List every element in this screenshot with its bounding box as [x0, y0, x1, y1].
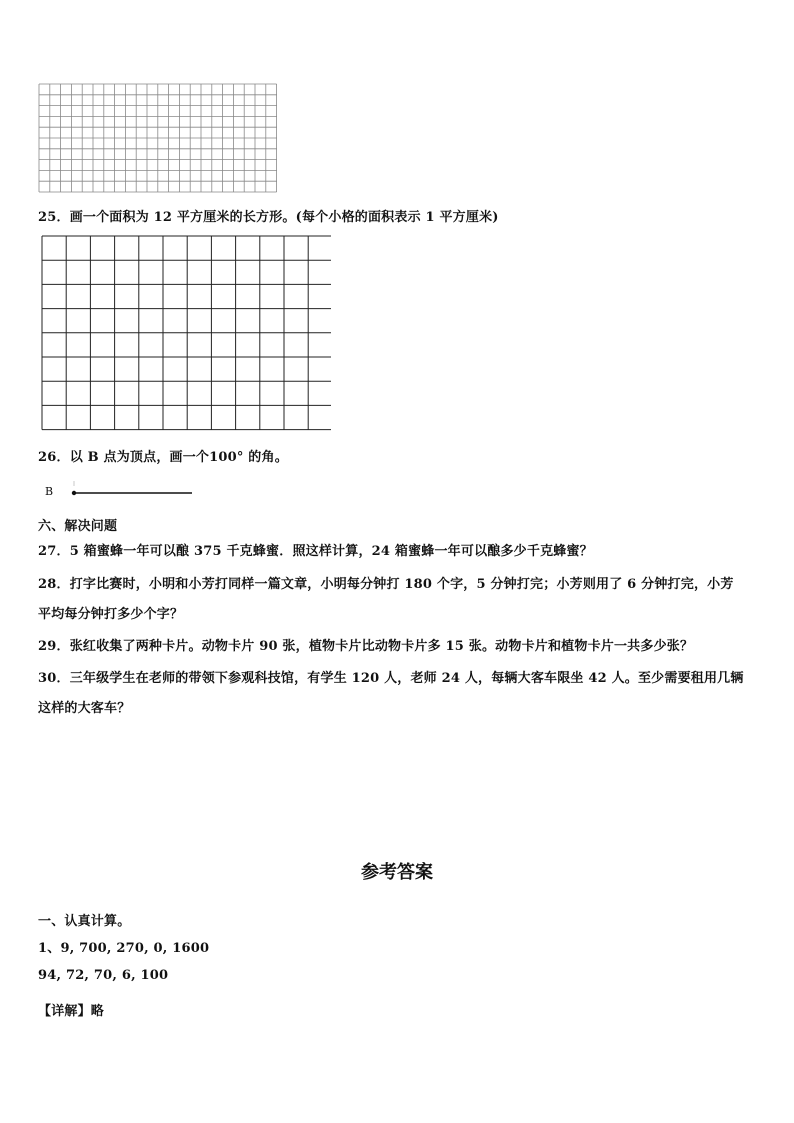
section-6-title: 六、解决问题 — [38, 519, 118, 534]
question-26: 26．以 B 点为顶点，画一个100° 的角。 — [38, 450, 288, 465]
question-28-line-1: 28．打字比赛时，小明和小芳打同样一篇文章，小明每分钟打 180 个字，5 分钟打完；小芳则用了 6 分钟打完，小芳 — [38, 577, 734, 592]
question-30-line-1: 30．三年级学生在老师的带领下参观科技馆，有学生 120 人，老师 24 人，每辆大客车限坐 42 人。至少需要租用几辆 — [38, 671, 744, 686]
question-29: 29．张红收集了两种卡片。动物卡片 90 张，植物卡片比动物卡片多 15 张。动物卡片和植物卡片一共多少张？ — [38, 639, 694, 654]
answers-section-1: 一、认真计算。 — [38, 914, 131, 929]
answers-line-1: 1、9, 700, 270, 0, 1600 — [38, 941, 210, 956]
question-28-line-2: 平均每分钟打多少个字？ — [38, 607, 184, 622]
answers-detail: 【详解】略 — [38, 1004, 105, 1019]
question-25: 25．画一个面积为 12 平方厘米的长方形。(每个小格的面积表示 1 平方厘米) — [38, 210, 499, 225]
answers-line-2: 94, 72, 70, 6, 100 — [38, 968, 169, 983]
question-30-line-2: 这样的大客车？ — [38, 701, 131, 716]
question-27: 27．5 箱蜜蜂一年可以酿 375 千克蜂蜜．照这样计算，24 箱蜜蜂一年可以酿多少千克蜂蜜？ — [38, 544, 593, 559]
point-b-label: B — [45, 485, 54, 498]
q25-grid[interactable] — [41, 235, 331, 435]
top-grid — [38, 83, 287, 193]
point-b-dot — [72, 491, 76, 495]
ray-from-b[interactable] — [68, 478, 198, 500]
answers-title: 参考答案 — [361, 862, 433, 883]
